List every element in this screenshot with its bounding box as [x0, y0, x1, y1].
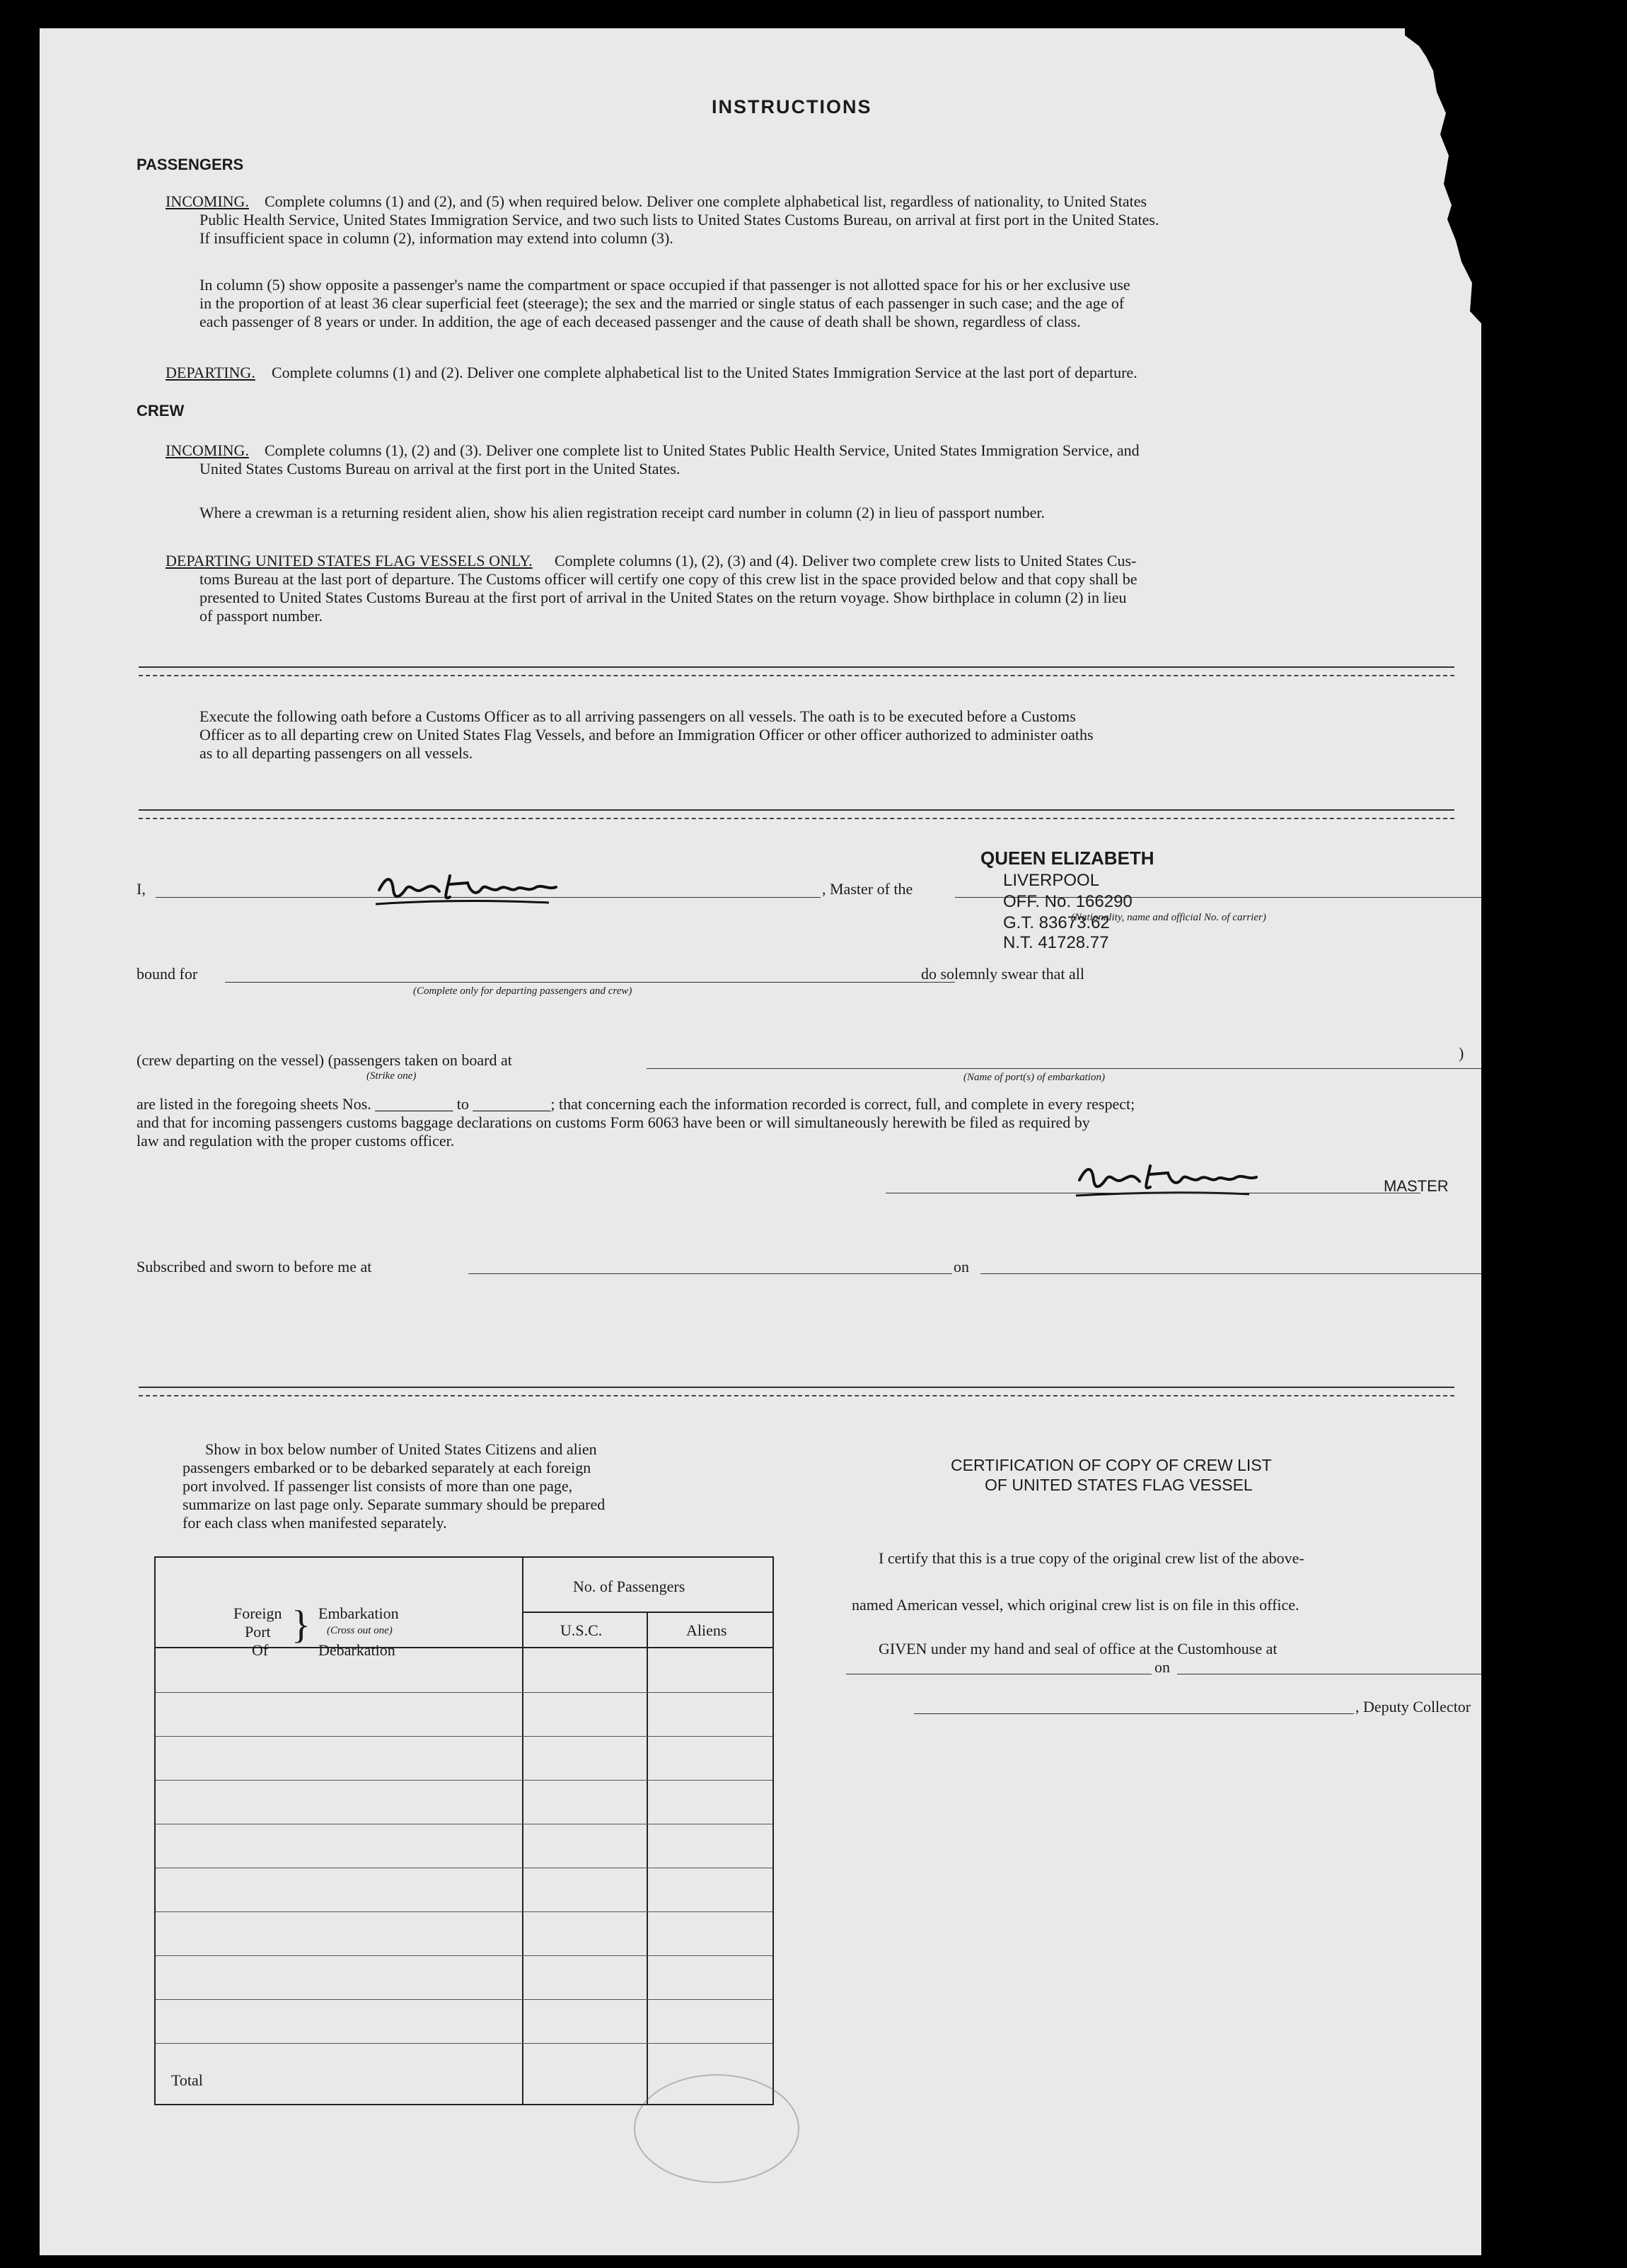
certification-line-3: GIVEN under my hand and seal of office at the Customhouse at	[879, 1640, 1278, 1657]
page-title: INSTRUCTIONS	[712, 96, 872, 117]
pax-col5-text-2: in the proportion of at least 36 clear superficial feet (steerage); the sex and the married or single status of each passenger in such case; and the age of	[199, 294, 1125, 312]
master-of-the-label: , Master of the	[822, 880, 913, 898]
table-header-debarkation: Debarkation	[318, 1641, 395, 1659]
oath-i-label: I,	[137, 880, 146, 898]
document-page	[40, 28, 1481, 2255]
embarkation-close-paren: )	[1459, 1044, 1464, 1062]
deputy-collector-label: , Deputy Collector	[1355, 1698, 1471, 1716]
certification-line-2: named American vessel, which original crew list is on file in this office.	[852, 1596, 1299, 1614]
crew-heading: CREW	[137, 402, 185, 420]
master-signature-2	[1072, 1152, 1285, 1208]
table-header-brace: }	[291, 1603, 311, 1647]
summary-text-5: for each class when manifested separately.	[183, 1514, 447, 1532]
table-header-no-of-passengers: No. of Passengers	[573, 1578, 685, 1595]
crew-departing-phrase: (crew departing on the vessel) (passengers taken on board at	[137, 1051, 512, 1069]
torn-corner	[1405, 28, 1481, 332]
embarkation-ports-line	[647, 1068, 1481, 1069]
faint-stamp	[634, 2074, 799, 2183]
pax-departing-text: Complete columns (1) and (2). Deliver one complete alphabetical list to the United States Immigration Service at the last port of departure.	[272, 364, 1137, 381]
pax-incoming-label: INCOMING.	[166, 192, 249, 210]
summary-text-1: Show in box below number of United States Citizens and alien	[205, 1440, 597, 1458]
certification-line-1: I certify that this is a true copy of the original crew list of the above-	[879, 1549, 1304, 1567]
vessel-port: LIVERPOOL	[1003, 871, 1100, 890]
vessel-name: QUEEN ELIZABETH	[980, 847, 1154, 869]
master-label: MASTER	[1384, 1177, 1449, 1195]
crew-returning-text: Where a crewman is a returning resident alien, show his alien registration receipt card number in column (2) in lieu of passport number.	[199, 504, 1045, 521]
bound-for-caption: (Complete only for departing passengers and crew)	[413, 985, 632, 997]
oath-intro-2: Officer as to all departing crew on United States Flag Vessels, and before an Immigration Officer or other officer authorized to administer oaths	[199, 726, 1094, 744]
table-header-embarkation: Embarkation	[318, 1604, 399, 1622]
divider-2	[139, 809, 1454, 811]
pax-col5-text-1: In column (5) show opposite a passenger's name the compartment or space occupied if that passenger is not allotted space for his or her exclusive use	[199, 276, 1130, 294]
passengers-heading: PASSENGERS	[137, 156, 244, 173]
pax-incoming-text-3: If insufficient space in column (2), information may extend into column (3).	[199, 229, 673, 247]
divider-1-dashed	[139, 675, 1454, 676]
table-header-usc: U.S.C.	[560, 1621, 603, 1639]
subscribed-date-line	[980, 1273, 1481, 1274]
pax-col5-text-3: each passenger of 8 years or under. In addition, the age of each deceased passenger and the cause of death shall be shown, regardless of class.	[199, 313, 1081, 330]
master-signature-1	[372, 862, 584, 918]
crew-incoming-label: INCOMING.	[166, 441, 249, 459]
subscribed-place-line	[468, 1273, 952, 1274]
summary-text-4: summarize on last page only. Separate summary should be prepared	[183, 1495, 606, 1513]
summary-text-2: passengers embarked or to be debarked separately at each foreign	[183, 1459, 591, 1476]
oath-intro-1: Execute the following oath before a Customs Officer as to all arriving passengers on all vessels. The oath is to be executed before a Customs	[199, 707, 1076, 725]
table-total-label: Total	[171, 2071, 203, 2089]
crew-departing-text-3: presented to United States Customs Bureau at the first port of arrival in the United States on the return voyage. Show birthplace in column (2) in lieu	[199, 589, 1127, 606]
certification-title-1: CERTIFICATION OF COPY OF CREW LIST	[951, 1456, 1272, 1474]
crew-departing-text-1: Complete columns (1), (2), (3) and (4). Deliver two complete crew lists to United States Cus-	[555, 552, 1137, 569]
divider-3	[139, 1387, 1454, 1388]
crew-departing-label: DEPARTING UNITED STATES FLAG VESSELS ONLY.	[166, 552, 533, 569]
vessel-official-number: OFF. No. 166290	[1003, 892, 1133, 911]
vessel-gross-tonnage: G.T. 83673.62	[1003, 913, 1110, 932]
bound-for-line	[225, 982, 955, 983]
subscribed-label: Subscribed and sworn to before me at	[137, 1258, 372, 1275]
crew-departing-text-4: of passport number.	[199, 607, 323, 625]
vessel-net-tonnage: N.T. 41728.77	[1003, 933, 1109, 952]
subscribed-on-label: on	[954, 1258, 969, 1275]
passenger-summary-table	[154, 1556, 774, 2105]
table-header-aliens: Aliens	[686, 1621, 727, 1639]
listed-text-3: law and regulation with the proper customs officer.	[137, 1132, 455, 1150]
carrier-caption: (Nationality, name and official No. of carrier)	[1071, 912, 1266, 923]
certification-title-2: OF UNITED STATES FLAG VESSEL	[985, 1476, 1253, 1494]
oath-intro-3: as to all departing passengers on all vessels.	[199, 744, 473, 762]
summary-text-3: port involved. If passenger list consists of more than one page,	[183, 1477, 573, 1495]
pax-incoming-text-1: Complete columns (1) and (2), and (5) when required below. Deliver one complete alphabetical list, regardless of nationality, to United States	[265, 192, 1147, 210]
listed-text-2: and that for incoming passengers customs baggage declarations on customs Form 6063 have been or will simultaneously herewith be filed as required by	[137, 1113, 1090, 1131]
deputy-collector-line	[914, 1713, 1354, 1714]
ports-caption: (Name of port(s) of embarkation)	[963, 1072, 1105, 1083]
swear-text: do solemnly swear that all	[921, 965, 1084, 983]
divider-3-dashed	[139, 1395, 1454, 1396]
table-header-of: Of	[252, 1641, 269, 1659]
pax-incoming-text-2: Public Health Service, United States Immigration Service, and two such lists to United States Customs Bureau, on arrival at first port in the United States.	[199, 211, 1159, 228]
listed-text-1: are listed in the foregoing sheets Nos. __________ to __________; that concerning each the information recorded is correct, full, and complete in every respect;	[137, 1095, 1135, 1113]
table-header-cross-out: (Cross out one)	[327, 1625, 393, 1636]
crew-departing-text-2: toms Bureau at the last port of departure. The Customs officer will certify one copy of this crew list in the space provided below and that copy shall be	[199, 570, 1137, 588]
divider-1	[139, 666, 1454, 668]
certification-on-label: on	[1154, 1658, 1170, 1676]
divider-2-dashed	[139, 818, 1454, 819]
bound-for-label: bound for	[137, 965, 198, 983]
crew-incoming-text-2: United States Customs Bureau on arrival at the first port in the United States.	[199, 460, 681, 478]
crew-incoming-text-1: Complete columns (1), (2) and (3). Deliver one complete list to United States Public Health Service, United States Immigration Service, and	[265, 441, 1140, 459]
table-header-foreign: Foreign	[233, 1604, 282, 1622]
strike-one-caption: (Strike one)	[366, 1070, 417, 1082]
pax-departing-label: DEPARTING.	[166, 364, 255, 381]
table-header-port: Port	[245, 1623, 271, 1641]
